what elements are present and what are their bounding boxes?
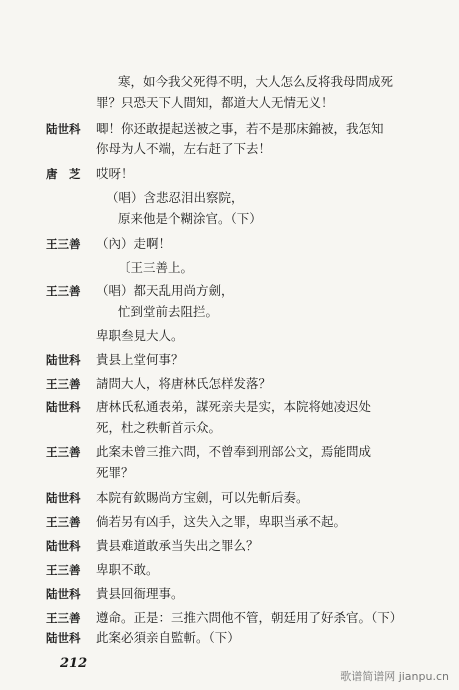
dialogue-text: 你母为人不端，左右赶了下去！ xyxy=(96,141,272,156)
dialogue-text: 唐林氏私通表弟，謀死亲夫是实，本院将她凌迟处 xyxy=(96,399,372,414)
speaker-name: 王三善 xyxy=(46,237,81,251)
dialogue-text: 寒，如今我父死得不明，大人怎么反将我母問成死 xyxy=(118,74,394,89)
dialogue-text: 本院有欽賜尚方宝劍，可以先斬后奏。 xyxy=(96,490,309,505)
speaker-name: 王三善 xyxy=(46,445,81,459)
speaker-name: 陆世科 xyxy=(46,491,81,505)
speaker-name: 陆世科 xyxy=(46,122,81,136)
dialogue-text: 貴县难道敢承当失出之罪么？ xyxy=(96,538,259,553)
dialogue-text: （唱）都天乱用尚方劍， xyxy=(96,283,234,298)
dialogue-text: 倘若另有凶手，这失入之罪，卑职当承不起。 xyxy=(96,514,347,529)
dialogue-text: 〔王三善上。 xyxy=(118,260,194,275)
speaker-name: 陆世科 xyxy=(46,539,81,553)
dialogue-text: 遵命。正是：三推六問他不管，朝廷用了好杀官。（下） xyxy=(96,610,403,625)
dialogue-text: 忙到堂前去阻拦。 xyxy=(118,304,219,319)
dialogue-text: 貴县回衙理事。 xyxy=(96,586,184,601)
speaker-name: 王三善 xyxy=(46,611,81,625)
speaker-name: 唐 芝 xyxy=(46,167,81,181)
watermark: 歌谱简谱网 jianpu.cn xyxy=(340,670,449,683)
dialogue-text: 此案未曾三推六問，不曾奉到刑部公文，焉能問成 xyxy=(96,444,372,459)
dialogue-text: 哎呀！ xyxy=(96,166,134,181)
speaker-name: 陆世科 xyxy=(46,631,81,645)
dialogue-text: （唱）含悲忍泪出察院， xyxy=(106,190,244,205)
dialogue-text: 原来他是个糊涂官。（下） xyxy=(118,211,262,226)
dialogue-text: 死罪？ xyxy=(96,465,134,480)
dialogue-text: 此案必須亲自監斬。（下） xyxy=(96,630,240,645)
speaker-name: 王三善 xyxy=(46,563,81,577)
dialogue-text: 唧！你还敢提起送被之事，若不是那床錦被，我怎知 xyxy=(96,121,384,136)
speaker-name: 王三善 xyxy=(46,377,81,391)
dialogue-text: 請問大人，将唐林氏怎样发落？ xyxy=(96,376,272,391)
speaker-name: 王三善 xyxy=(46,284,81,298)
speaker-name: 陆世科 xyxy=(46,587,81,601)
speaker-name: 陆世科 xyxy=(46,400,81,414)
dialogue-text: 貴县上堂何事？ xyxy=(96,352,184,367)
speaker-name: 王三善 xyxy=(46,515,81,529)
dialogue-text: 卑职叁見大人。 xyxy=(96,328,184,343)
page-number: 212 xyxy=(60,656,88,671)
dialogue-text: 死，杜之秩斬首示众。 xyxy=(96,420,222,435)
dialogue-text: 罪？只恐天下人間知，都道大人无情无义！ xyxy=(96,95,334,110)
dialogue-text: 卑职不敢。 xyxy=(96,562,159,577)
dialogue-text: （內）走啊！ xyxy=(96,236,172,251)
speaker-name: 陆世科 xyxy=(46,353,81,367)
